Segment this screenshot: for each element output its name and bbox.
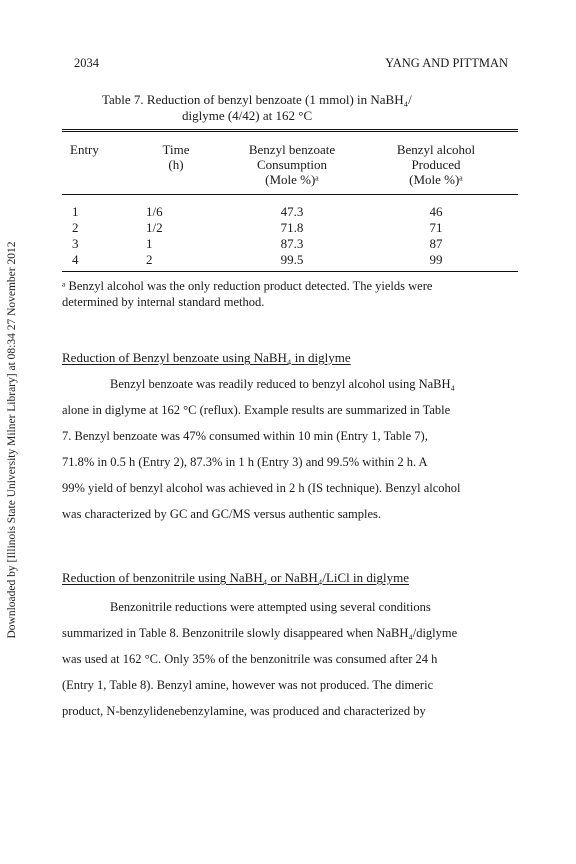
- table-cell-consumption: 71.8: [280, 220, 304, 235]
- table-row: [62, 204, 518, 220]
- table-row: [62, 236, 518, 252]
- download-watermark: Downloaded by [Illinois State University Milner Library] at 08:34 27 November 2012: [6, 241, 18, 639]
- section2-line: was used at 162 °C. Only 35% of the benzonitrile was consumed after 24 h: [62, 652, 438, 666]
- col-header-produced-l2: Produced: [411, 157, 461, 172]
- section1-line: was characterized by GC and GC/MS versus authentic samples.: [62, 507, 382, 521]
- col-header-entry-l1: Entry: [70, 142, 99, 157]
- col-header-consumption-l2: Consumption: [256, 157, 328, 172]
- col-header-consumption: [212, 142, 372, 187]
- section1-heading: Reduction of Benzyl benzoate using NaBH₄ in diglyme: [62, 350, 351, 365]
- section2-line: summarized in Table 8. Benzonitrile slowly disappeared when NaBH₄/diglyme: [62, 626, 458, 640]
- table-caption-line1: Table 7. Reduction of benzyl benzoate (1 mmol) in NaBH₄/: [102, 92, 412, 107]
- table-footnote-line1: ᵃ Benzyl alcohol was the only reduction product detected. The yields were: [62, 279, 433, 293]
- section2-body: [62, 594, 522, 724]
- section2-line: Benzonitrile reductions were attempted using several conditions: [110, 600, 431, 614]
- col-header-produced-l1: Benzyl alcohol: [396, 142, 476, 157]
- section1-line: 71.8% in 0.5 h (Entry 2), 87.3% in 1 h (Entry 3) and 99.5% within 2 h. A: [62, 455, 428, 469]
- table-cell-produced: 87: [429, 236, 443, 251]
- section2-heading: Reduction of benzonitrile using NaBH₄ or NaBH₄/LiCl in diglyme: [62, 570, 410, 585]
- table-cell-consumption: 87.3: [280, 236, 304, 251]
- table-cell-entry: 4: [72, 252, 79, 267]
- table-cell-entry: 1: [72, 204, 79, 219]
- table-header-rule: [62, 194, 518, 195]
- table-top-rule: [62, 129, 518, 130]
- table-row: [62, 220, 518, 236]
- table-caption-line2: diglyme (4/42) at 162 °C: [182, 108, 313, 123]
- table-footnote-line2: determined by internal standard method.: [62, 295, 265, 309]
- col-header-consumption-l3: (Mole %)ᵃ: [265, 172, 319, 187]
- table-cell-entry: 2: [72, 220, 79, 235]
- col-header-produced: [362, 142, 510, 187]
- col-header-time: [146, 142, 206, 172]
- col-header-entry: [70, 142, 99, 157]
- section1-line: Benzyl benzoate was readily reduced to benzyl alcohol using NaBH₄: [110, 377, 455, 391]
- table-cell-produced: 99: [429, 252, 443, 267]
- table-cell-time: 1: [146, 236, 153, 251]
- col-header-time-l1: Time: [162, 142, 190, 157]
- section2-line: (Entry 1, Table 8). Benzyl amine, however was not produced. The dimeric: [62, 678, 434, 692]
- section1-line: alone in diglyme at 162 °C (reflux). Example results are summarized in Table: [62, 403, 451, 417]
- page-number: 2034: [74, 56, 99, 70]
- table-header: [62, 142, 518, 188]
- section1-body: [62, 371, 522, 527]
- table-cell-time: 1/6: [146, 204, 163, 219]
- section2-line: product, N-benzylidenebenzylamine, was produced and characterized by: [62, 704, 426, 718]
- table-cell-time: 2: [146, 252, 153, 267]
- table-cell-produced: 46: [429, 204, 443, 219]
- section1-line: 99% yield of benzyl alcohol was achieved in 2 h (IS technique). Benzyl alcohol: [62, 481, 461, 495]
- col-header-consumption-l1: Benzyl benzoate: [248, 142, 336, 157]
- section1-line: 7. Benzyl benzoate was 47% consumed within 10 min (Entry 1, Table 7),: [62, 429, 428, 443]
- table-cell-time: 1/2: [146, 220, 163, 235]
- table-bottom-rule: [62, 271, 518, 272]
- col-header-time-l2: (h): [168, 157, 184, 172]
- table-cell-consumption: 47.3: [280, 204, 304, 219]
- table-top-rule-double: [62, 131, 518, 132]
- table-cell-consumption: 99.5: [280, 252, 304, 267]
- table-cell-produced: 71: [429, 220, 443, 235]
- table-row: [62, 252, 518, 268]
- col-header-produced-l3: (Mole %)ᵃ: [409, 172, 463, 187]
- table-cell-entry: 3: [72, 236, 79, 251]
- running-head: YANG AND PITTMAN: [385, 56, 508, 70]
